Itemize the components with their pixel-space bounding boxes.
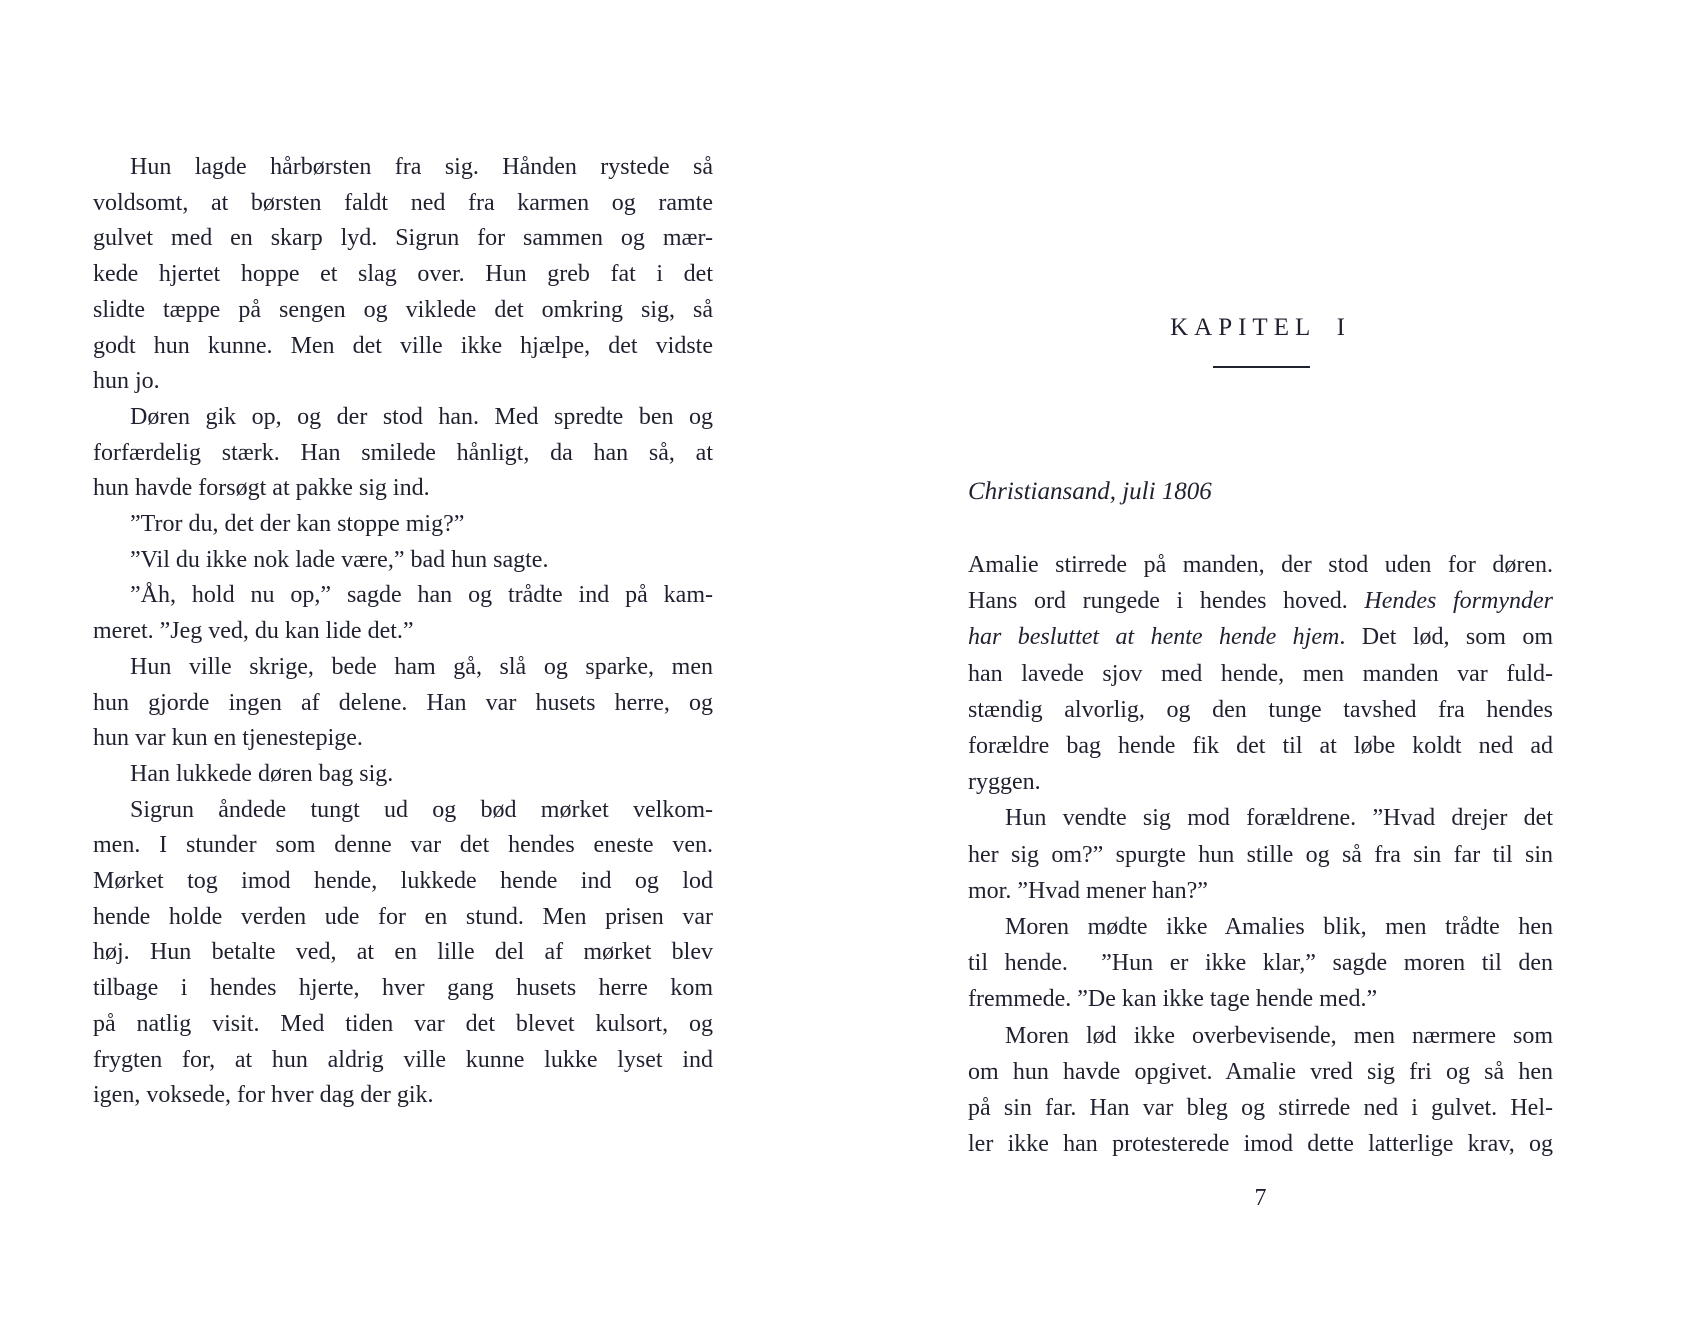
text-line: frygten for, at hun aldrig ville kunne lukke lyset ind — [93, 1046, 713, 1073]
text-line: Moren lød ikke overbevisende, men nærmere som — [1005, 1022, 1553, 1049]
text-line: Han lukkede døren bag sig. — [130, 760, 394, 787]
text-line: igen, voksede, for hver dag der gik. — [93, 1082, 434, 1109]
text-line: slidte tæppe på sengen og viklede det omkring sig, så — [93, 296, 713, 323]
text-line: tilbage i hendes hjerte, hver gang husets herre kom — [93, 975, 713, 1002]
text-line: på natlig visit. Med tiden var det blevet kulsort, og — [93, 1010, 713, 1037]
text-line: på sin far. Han var bleg og stirrede ned i gulvet. Hel- — [968, 1095, 1553, 1122]
text-line: Døren gik op, og der stod han. Med spredte ben og — [130, 403, 713, 430]
chapter-heading: KAPITEL I — [1170, 314, 1351, 341]
text-line: kede hjertet hoppe et slag over. Hun greb fat i det — [93, 261, 713, 288]
text-line: om hun havde opgivet. Amalie vred sig fri og så hen — [968, 1058, 1553, 1085]
text-line: stændig alvorlig, og den tunge tavshed fra hendes — [968, 696, 1553, 723]
text-line: han lavede sjov med hende, men manden var fuld- — [968, 660, 1553, 687]
text-line: Amalie stirrede på manden, der stod uden for døren. — [968, 552, 1553, 578]
text-line: hun var kun en tjenestepige. — [93, 725, 363, 752]
chapter-heading-rule — [1213, 366, 1310, 368]
text-line: hun havde forsøgt at pakke sig ind. — [93, 475, 430, 502]
text-line: Hun lagde hårbørsten fra sig. Hånden rystede så — [130, 154, 713, 180]
text-line: gulvet med en skarp lyd. Sigrun for sammen og mær- — [93, 225, 713, 252]
text-line: voldsomt, at børsten faldt ned fra karmen og ramte — [93, 189, 713, 216]
text-line: fremmede. ”De kan ikke tage hende med.” — [968, 986, 1378, 1013]
right-page — [968, 0, 1553, 1325]
text-line: til hende. ”Hun er ikke klar,” sagde moren til den — [968, 950, 1553, 977]
text-line: meret. ”Jeg ved, du kan lide det.” — [93, 618, 414, 645]
page-number: 7 — [1254, 1185, 1267, 1211]
dateline: Christiansand, juli 1806 — [968, 478, 1212, 505]
text-line: Hans ord rungede i hendes hoved. Hendes formynder — [968, 588, 1554, 615]
text-line: Mørket tog imod hende, lukkede hende ind og lod — [93, 868, 713, 895]
text-line: ler ikke han protesterede imod dette latterlige krav, og — [968, 1131, 1553, 1158]
text-line: forfærdelig stærk. Han smilede hånligt, da han så, at — [93, 439, 713, 466]
text-line: ”Vil du ikke nok lade være,” bad hun sagte. — [130, 546, 549, 573]
text-line: hun jo. — [93, 368, 160, 395]
text-line: hun gjorde ingen af delene. Han var husets herre, og — [93, 689, 713, 716]
text-line: ”Tror du, det der kan stoppe mig?” — [130, 511, 465, 538]
text-line: har besluttet at hente hende hjem. Det lød, som om — [968, 624, 1553, 651]
text-line: her sig om?” spurgte hun stille og så fra sin far til sin — [968, 841, 1553, 868]
text-line: Moren mødte ikke Amalies blik, men trådte hen — [1005, 914, 1553, 941]
left-page-body-text — [93, 150, 713, 1114]
text-line: ”Åh, hold nu op,” sagde han og trådte ind på kam- — [130, 582, 713, 609]
text-line: Sigrun åndede tungt ud og bød mørket velkom- — [130, 796, 713, 823]
text-line: godt hun kunne. Men det ville ikke hjælpe, det vidste — [93, 332, 713, 359]
text-line: forældre bag hende fik det til at løbe koldt ned ad — [968, 733, 1553, 760]
right-page-body-text — [968, 547, 1553, 1162]
text-line: mor. ”Hvad mener han?” — [968, 877, 1208, 904]
text-line: Hun ville skrige, bede ham gå, slå og sparke, men — [130, 653, 713, 680]
text-line: ryggen. — [968, 769, 1041, 796]
text-line: høj. Hun betalte ved, at en lille del af mørket blev — [93, 939, 713, 966]
text-line: hende holde verden ude for en stund. Men prisen var — [93, 903, 713, 930]
text-line: men. I stunder som denne var det hendes eneste ven. — [93, 832, 713, 859]
left-page — [93, 0, 713, 1325]
text-line: Hun vendte sig mod forældrene. ”Hvad drejer det — [1005, 805, 1553, 832]
